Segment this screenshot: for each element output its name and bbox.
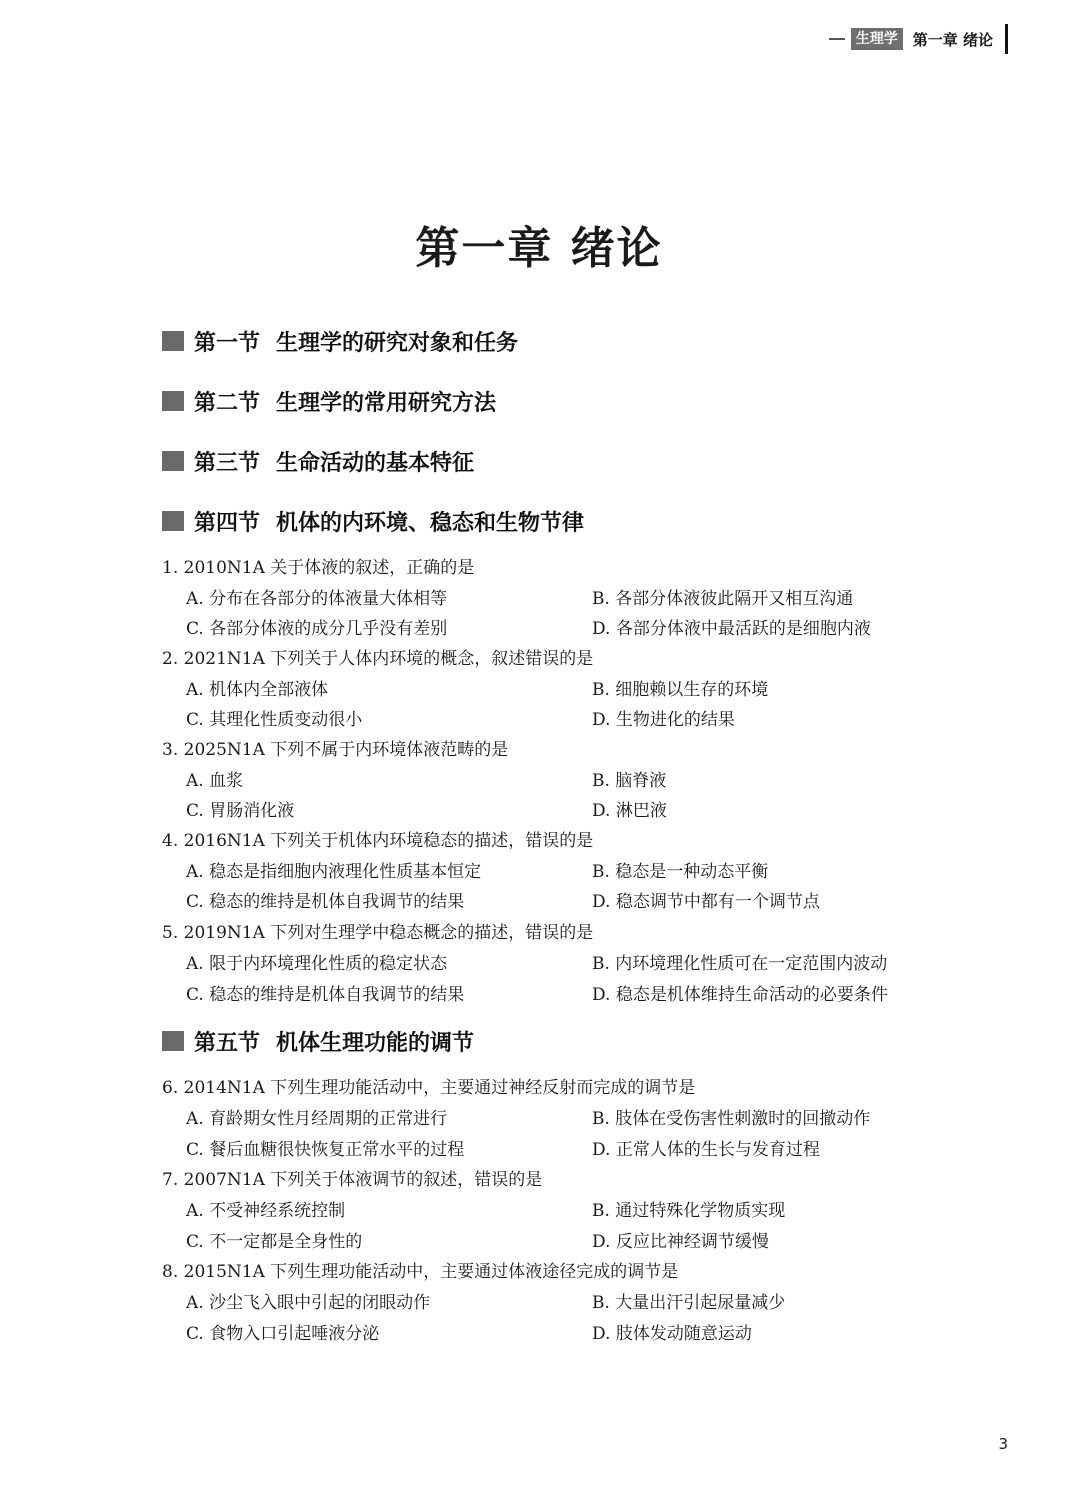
question-option: A. 不受神经系统控制 xyxy=(186,1201,346,1221)
question-option: D. 稳态调节中都有一个调节点 xyxy=(592,892,820,912)
question-stem: 8. 2015N1A 下列生理功能活动中，主要通过体液途径完成的调节是 xyxy=(162,1262,679,1282)
header-bar xyxy=(1005,24,1008,54)
section-title: 生理学的常用研究方法 xyxy=(276,390,497,416)
question-option: C. 食物入口引起唾液分泌 xyxy=(186,1324,380,1344)
section-title: 机体生理功能的调节 xyxy=(276,1030,475,1056)
question-option: D. 淋巴液 xyxy=(592,801,667,821)
question-option: B. 通过特殊化学物质实现 xyxy=(592,1201,786,1221)
section-marker-icon xyxy=(162,331,184,351)
question-option: B. 肢体在受伤害性刺激时的回撤动作 xyxy=(592,1109,871,1129)
section-number: 第三节 xyxy=(194,450,261,476)
question-option: D. 反应比神经调节缓慢 xyxy=(592,1232,769,1252)
question-stem: 7. 2007N1A 下列关于体液调节的叙述，错误的是 xyxy=(162,1170,543,1190)
question-option: D. 正常人体的生长与发育过程 xyxy=(592,1140,820,1160)
question-option: A. 限于内环境理化性质的稳定状态 xyxy=(186,954,448,974)
section-heading-1 xyxy=(162,326,518,356)
question-option: B. 细胞赖以生存的环境 xyxy=(592,680,769,700)
header-rule xyxy=(829,38,845,40)
section-marker-icon xyxy=(162,511,184,531)
question-option: A. 分布在各部分的体液量大体相等 xyxy=(186,589,448,609)
header-chapter-label: 第一章 绪论 xyxy=(912,30,993,49)
question-stem: 2. 2021N1A 下列关于人体内环境的概念，叙述错误的是 xyxy=(162,649,594,669)
question-stem: 4. 2016N1A 下列关于机体内环境稳态的描述，错误的是 xyxy=(162,831,594,851)
section-number: 第二节 xyxy=(194,390,261,416)
header-book-label: 生理学 xyxy=(851,28,903,50)
question-stem: 1. 2010N1A 关于体液的叙述，正确的是 xyxy=(162,558,475,578)
section-heading-4 xyxy=(162,506,584,536)
question-option: B. 大量出汗引起尿量减少 xyxy=(592,1293,786,1313)
question-option: B. 内环境理化性质可在一定范围内波动 xyxy=(592,954,888,974)
running-header xyxy=(829,26,1008,52)
question-option: C. 不一定都是全身性的 xyxy=(186,1232,363,1252)
page-number: 3 xyxy=(998,1435,1008,1453)
question-stem: 3. 2025N1A 下列不属于内环境体液范畴的是 xyxy=(162,740,509,760)
question-option: D. 各部分体液中最活跃的是细胞内液 xyxy=(592,619,871,639)
section-number: 第一节 xyxy=(194,330,261,356)
question-option: A. 稳态是指细胞内液理化性质基本恒定 xyxy=(186,862,482,882)
question-option: C. 各部分体液的成分几乎没有差别 xyxy=(186,619,448,639)
page-title: 第一章 绪论 xyxy=(415,223,663,274)
question-option: C. 稳态的维持是机体自我调节的结果 xyxy=(186,892,465,912)
section-marker-icon xyxy=(162,1031,184,1051)
question-option: A. 血浆 xyxy=(186,771,244,791)
section-number: 第五节 xyxy=(194,1030,261,1056)
question-option: D. 生物进化的结果 xyxy=(592,710,735,730)
question-option: C. 胃肠消化液 xyxy=(186,801,295,821)
question-option: C. 其理化性质变动很小 xyxy=(186,710,363,730)
section-marker-icon xyxy=(162,391,184,411)
section-heading-2 xyxy=(162,386,496,416)
question-option: B. 稳态是一种动态平衡 xyxy=(592,862,769,882)
question-option: C. 稳态的维持是机体自我调节的结果 xyxy=(186,985,465,1005)
section-marker-icon xyxy=(162,451,184,471)
section-title: 机体的内环境、稳态和生物节律 xyxy=(276,510,585,536)
question-stem: 5. 2019N1A 下列对生理学中稳态概念的描述，错误的是 xyxy=(162,923,594,943)
section-title: 生理学的研究对象和任务 xyxy=(276,330,519,356)
question-option: D. 肢体发动随意运动 xyxy=(592,1324,752,1344)
question-option: A. 机体内全部液体 xyxy=(186,680,329,700)
section-number: 第四节 xyxy=(194,510,261,536)
question-stem: 6. 2014N1A 下列生理功能活动中，主要通过神经反射而完成的调节是 xyxy=(162,1078,696,1098)
question-option: A. 育龄期女性月经周期的正常进行 xyxy=(186,1109,448,1129)
question-option: B. 各部分体液彼此隔开又相互沟通 xyxy=(592,589,854,609)
section-heading-5 xyxy=(162,1026,474,1056)
question-option: A. 沙尘飞入眼中引起的闭眼动作 xyxy=(186,1293,431,1313)
section-heading-3 xyxy=(162,446,474,476)
question-option: B. 脑脊液 xyxy=(592,771,667,791)
question-option: D. 稳态是机体维持生命活动的必要条件 xyxy=(592,985,888,1005)
section-title: 生命活动的基本特征 xyxy=(276,450,475,476)
question-option: C. 餐后血糖很快恢复正常水平的过程 xyxy=(186,1140,465,1160)
